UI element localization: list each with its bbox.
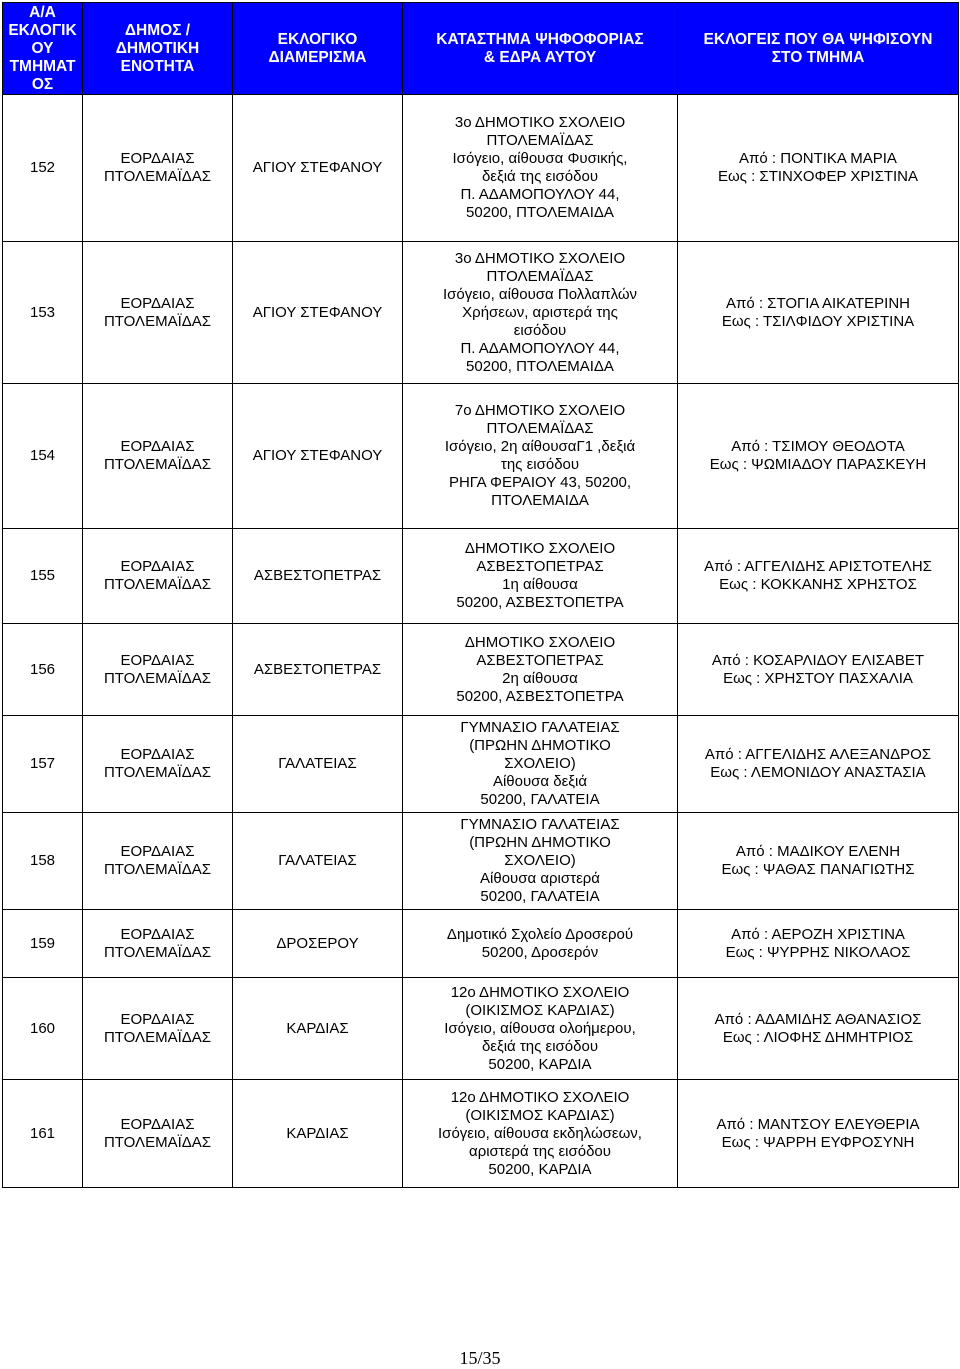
- text-line: ΚΑΤΑΣΤΗΜΑ ΨΗΦΟΦΟΡΙΑΣ: [436, 30, 644, 48]
- municipality-cell: [83, 624, 233, 716]
- text-line: 1η αίθουσα: [502, 576, 578, 593]
- text-line: ΔΙΑΜΕΡΙΣΜΑ: [268, 48, 367, 66]
- municipality-cell: [83, 242, 233, 384]
- text-line: ΕΚΛΟΓΕΙΣ ΠΟΥ ΘΑ ΨΗΦΙΣΟΥΝ: [703, 30, 933, 48]
- polling-station-cell: [403, 529, 678, 624]
- table-body: [3, 95, 959, 1188]
- text-line: ΠΤΟΛΕΜΑΪΔΑΣ: [486, 132, 594, 149]
- page-number: 15/35: [459, 1348, 501, 1368]
- text-line: ΔΗΜΟΤΙΚΟ ΣΧΟΛΕΙΟ: [464, 633, 616, 651]
- section-number-cell: 152: [3, 95, 83, 242]
- text-line: ΠΤΟΛΕΜΑΪΔΑΣ: [486, 267, 594, 285]
- text-line: Εως : ΛΙΟΦΗΣ ΔΗΜΗΤΡΙΟΣ: [722, 1028, 914, 1046]
- header-polling-station: [403, 3, 678, 95]
- section-number-cell: 156: [3, 624, 83, 716]
- text-line: ΕΚΛΟΓΙΚ: [8, 21, 77, 39]
- text-line: ΠΤΟΛΕΜΑΪΔΑΣ: [486, 420, 594, 437]
- table-row: [3, 978, 959, 1080]
- section-number-cell: 157: [3, 716, 83, 813]
- table-row: [3, 95, 959, 242]
- text-line: αριστερά της εισόδου: [469, 1142, 611, 1160]
- municipality-cell: [83, 910, 233, 978]
- voters-range-cell: [678, 95, 959, 242]
- text-line: ΕΝΟΤΗΤΑ: [120, 57, 195, 75]
- text-line: 50200, ΚΑΡΔΙΑ: [488, 1055, 592, 1073]
- text-line: ΕΟΡΔΑΙΑΣ: [120, 1010, 195, 1028]
- municipality-cell: [83, 978, 233, 1080]
- text-line: Ισόγειο, αίθουσα Φυσικής,: [452, 150, 628, 167]
- text-line: 50200, ΑΣΒΕΣΤΟΠΕΤΡΑ: [456, 594, 624, 611]
- text-line: Εως : ΧΡΗΣΤΟΥ ΠΑΣΧΑΛΙΑ: [723, 669, 913, 687]
- text-line: Χρήσεων, αριστερά της: [462, 303, 618, 321]
- text-line: 50200, ΚΑΡΔΙΑ: [488, 1160, 592, 1178]
- text-line: Αίθουσα δεξιά: [492, 773, 588, 790]
- header-voters: [678, 3, 959, 95]
- polling-station-cell: [403, 624, 678, 716]
- text-line: ΤΜΗΜΑΤ: [9, 57, 76, 75]
- voters-range-cell: [678, 910, 959, 978]
- text-line: ΕΟΡΔΑΙΑΣ: [120, 294, 195, 312]
- text-line: ΕΟΡΔΑΙΑΣ: [120, 843, 195, 860]
- text-line: ΠΤΟΛΕΜΑΪΔΑΣ: [103, 764, 212, 781]
- table-row: [3, 716, 959, 813]
- text-line: Εως : ΨΩΜΙΑΔΟΥ ΠΑΡΑΣΚΕΥΗ: [709, 456, 927, 473]
- polling-stations-table: [2, 2, 959, 1188]
- text-line: Εως : ΨΑΘΑΣ ΠΑΝΑΓΙΩΤΗΣ: [721, 861, 915, 878]
- municipality-cell: [83, 813, 233, 910]
- text-line: Ισόγειο, αίθουσα Πολλαπλών: [442, 285, 638, 303]
- text-line: Εως : ΨΑΡΡΗ ΕΥΦΡΟΣΥΝΗ: [721, 1133, 915, 1151]
- text-line: Από : ΑΓΓΕΛΙΔΗΣ ΑΛΕΞΑΝΔΡΟΣ: [704, 746, 932, 763]
- municipality-cell: [83, 1080, 233, 1188]
- text-line: ΕΟΡΔΑΙΑΣ: [120, 558, 195, 575]
- section-number-cell: 161: [3, 1080, 83, 1188]
- district-cell: ΓΑΛΑΤΕΙΑΣ: [233, 716, 403, 813]
- voters-range-cell: [678, 716, 959, 813]
- text-line: Από : ΠΟΝΤΙΚΑ ΜΑΡΙΑ: [739, 150, 897, 167]
- polling-station-cell: [403, 716, 678, 813]
- header-row: [3, 3, 959, 95]
- text-line: ΠΤΟΛΕΜΑΪΔΑΣ: [103, 456, 212, 473]
- text-line: της εισόδου: [500, 456, 580, 473]
- text-line: ΣΧΟΛΕΙΟ): [504, 755, 576, 772]
- municipality-cell: [83, 529, 233, 624]
- text-line: Από : ΚΟΣΑΡΛΙΔΟΥ ΕΛΙΣΑΒΕΤ: [711, 651, 925, 669]
- table-row: [3, 242, 959, 384]
- text-line: εισόδου: [513, 321, 567, 339]
- text-line: 50200, ΑΣΒΕΣΤΟΠΕΤΡΑ: [456, 687, 624, 705]
- polling-station-cell: [403, 910, 678, 978]
- text-line: ΕΟΡΔΑΙΑΣ: [120, 150, 195, 167]
- text-line: Ισόγειο, αίθουσα ολοήμερου,: [444, 1019, 636, 1037]
- text-line: Από : ΜΑΔΙΚΟΥ ΕΛΕΝΗ: [735, 843, 901, 860]
- text-line: ΕΟΡΔΑΙΑΣ: [120, 651, 195, 669]
- text-line: ΣΧΟΛΕΙΟ): [504, 852, 576, 869]
- text-line: ΕΟΡΔΑΙΑΣ: [120, 925, 195, 943]
- text-line: (ΠΡΩΗΝ ΔΗΜΟΤΙΚΟ: [469, 834, 611, 851]
- district-cell: ΑΣΒΕΣΤΟΠΕΤΡΑΣ: [233, 529, 403, 624]
- text-line: 50200, ΓΑΛΑΤΕΙΑ: [480, 888, 600, 905]
- text-line: Από : ΣΤΟΓΙΑ ΑΙΚΑΤΕΡΙΝΗ: [725, 294, 911, 312]
- text-line: ΔΗΜΟΣ /: [124, 21, 191, 39]
- text-line: Εως : ΛΕΜΟΝΙΔΟΥ ΑΝΑΣΤΑΣΙΑ: [710, 764, 926, 781]
- section-number-cell: 154: [3, 384, 83, 529]
- section-number-cell: 153: [3, 242, 83, 384]
- text-line: ΕΚΛΟΓΙΚΟ: [277, 30, 358, 48]
- voters-range-cell: [678, 384, 959, 529]
- text-line: ΕΟΡΔΑΙΑΣ: [120, 1115, 195, 1133]
- text-line: ΠΤΟΛΕΜΑΪΔΑΣ: [103, 943, 212, 961]
- text-line: ΠΤΟΛΕΜΑΙΔΑ: [491, 492, 589, 509]
- polling-station-cell: [403, 95, 678, 242]
- text-line: Από : ΤΣΙΜΟΥ ΘΕΟΔΟΤΑ: [731, 438, 905, 455]
- text-line: Ισόγειο, 2η αίθουσαΓ1 ,δεξιά: [444, 438, 636, 455]
- text-line: Εως : ΨΥΡΡΗΣ ΝΙΚΟΛΑΟΣ: [725, 943, 911, 961]
- municipality-cell: [83, 716, 233, 813]
- text-line: ΠΤΟΛΕΜΑΪΔΑΣ: [103, 861, 212, 878]
- text-line: ΕΟΡΔΑΙΑΣ: [120, 746, 195, 763]
- text-line: ΣΤΟ ΤΜΗΜΑ: [771, 48, 865, 66]
- text-line: ΟΣ: [31, 75, 54, 93]
- text-line: 3ο ΔΗΜΟΤΙΚΟ ΣΧΟΛΕΙΟ: [454, 114, 626, 131]
- text-line: Π. ΑΔΑΜΟΠΟΥΛΟΥ 44,: [460, 339, 620, 357]
- text-line: ΠΤΟΛΕΜΑΪΔΑΣ: [103, 1028, 212, 1046]
- section-number-cell: 159: [3, 910, 83, 978]
- polling-station-cell: [403, 813, 678, 910]
- text-line: ΔΗΜΟΤΙΚΗ: [115, 39, 200, 57]
- municipality-cell: [83, 95, 233, 242]
- text-line: Π. ΑΔΑΜΟΠΟΥΛΟΥ 44,: [460, 186, 620, 203]
- text-line: Από : ΜΑΝΤΣΟΥ ΕΛΕΥΘΕΡΙΑ: [716, 1115, 920, 1133]
- text-line: 7ο ΔΗΜΟΤΙΚΟ ΣΧΟΛΕΙΟ: [454, 402, 626, 419]
- text-line: 12ο ΔΗΜΟΤΙΚΟ ΣΧΟΛΕΙΟ: [450, 983, 630, 1001]
- text-line: (ΟΙΚΙΣΜΟΣ ΚΑΡΔΙΑΣ): [465, 1106, 615, 1124]
- text-line: Εως : ΚΟΚΚΑΝΗΣ ΧΡΗΣΤΟΣ: [719, 576, 917, 593]
- text-line: 50200, ΠΤΟΛΕΜΑΙΔΑ: [466, 357, 614, 375]
- district-cell: ΔΡΟΣΕΡΟΥ: [233, 910, 403, 978]
- header-section-number: [3, 3, 83, 95]
- text-line: ΕΟΡΔΑΙΑΣ: [120, 438, 195, 455]
- section-number-cell: 155: [3, 529, 83, 624]
- text-line: Α/Α: [29, 3, 56, 21]
- text-line: δεξιά της εισόδου: [481, 1037, 599, 1055]
- table-row: [3, 624, 959, 716]
- polling-station-cell: [403, 242, 678, 384]
- text-line: 2η αίθουσα: [502, 669, 578, 687]
- district-cell: ΓΑΛΑΤΕΙΑΣ: [233, 813, 403, 910]
- text-line: 50200, Δροσερόν: [481, 943, 599, 961]
- district-cell: ΚΑΡΔΙΑΣ: [233, 978, 403, 1080]
- text-line: Εως : ΤΣΙΛΦΙΔΟΥ ΧΡΙΣΤΙΝΑ: [721, 312, 915, 330]
- text-line: Αίθουσα αριστερά: [480, 870, 600, 887]
- text-line: Ισόγειο, αίθουσα εκδηλώσεων,: [438, 1124, 642, 1142]
- text-line: Από : ΑΕΡΟΖΗ ΧΡΙΣΤΙΝΑ: [731, 925, 905, 943]
- voters-range-cell: [678, 813, 959, 910]
- text-line: Από : ΑΔΑΜΙΔΗΣ ΑΘΑΝΑΣΙΟΣ: [714, 1010, 922, 1028]
- voters-range-cell: [678, 242, 959, 384]
- text-line: ΟΥ: [31, 39, 54, 57]
- text-line: 50200, ΓΑΛΑΤΕΙΑ: [480, 791, 600, 808]
- text-line: ΠΤΟΛΕΜΑΪΔΑΣ: [103, 168, 212, 185]
- text-line: ΡΗΓΑ ΦΕΡΑΙΟΥ 43, 50200,: [448, 474, 632, 491]
- table-row: [3, 813, 959, 910]
- text-line: (ΟΙΚΙΣΜΟΣ ΚΑΡΔΙΑΣ): [465, 1001, 615, 1019]
- voters-range-cell: [678, 624, 959, 716]
- text-line: ΑΣΒΕΣΤΟΠΕΤΡΑΣ: [476, 651, 604, 669]
- text-line: & ΕΔΡΑ ΑΥΤΟΥ: [483, 48, 597, 66]
- text-line: Δημοτικό Σχολείο Δροσερού: [446, 925, 634, 943]
- text-line: Εως : ΣΤΙΝΧΟΦΕΡ ΧΡΙΣΤΙΝΑ: [717, 168, 919, 185]
- voters-range-cell: [678, 529, 959, 624]
- district-cell: ΑΓΙΟΥ ΣΤΕΦΑΝΟΥ: [233, 242, 403, 384]
- section-number-cell: 158: [3, 813, 83, 910]
- text-line: ΓΥΜΝΑΣΙΟ ΓΑΛΑΤΕΙΑΣ: [460, 719, 620, 736]
- district-cell: ΑΓΙΟΥ ΣΤΕΦΑΝΟΥ: [233, 384, 403, 529]
- text-line: ΠΤΟΛΕΜΑΪΔΑΣ: [103, 1133, 212, 1151]
- table-row: [3, 1080, 959, 1188]
- text-line: (ΠΡΩΗΝ ΔΗΜΟΤΙΚΟ: [469, 737, 611, 754]
- header-municipality: [83, 3, 233, 95]
- text-line: 12ο ΔΗΜΟΤΙΚΟ ΣΧΟΛΕΙΟ: [450, 1088, 630, 1106]
- text-line: ΠΤΟΛΕΜΑΪΔΑΣ: [103, 576, 212, 593]
- district-cell: ΚΑΡΔΙΑΣ: [233, 1080, 403, 1188]
- table-row: [3, 910, 959, 978]
- text-line: 50200, ΠΤΟΛΕΜΑΙΔΑ: [466, 204, 614, 221]
- text-line: ΠΤΟΛΕΜΑΪΔΑΣ: [103, 669, 212, 687]
- text-line: ΠΤΟΛΕΜΑΪΔΑΣ: [103, 312, 212, 330]
- text-line: ΔΗΜΟΤΙΚΟ ΣΧΟΛΕΙΟ: [464, 540, 616, 557]
- text-line: ΑΣΒΕΣΤΟΠΕΤΡΑΣ: [476, 558, 604, 575]
- header-district: [233, 3, 403, 95]
- polling-station-cell: [403, 1080, 678, 1188]
- text-line: Από : ΑΓΓΕΛΙΔΗΣ ΑΡΙΣΤΟΤΕΛΗΣ: [704, 558, 932, 575]
- polling-station-cell: [403, 978, 678, 1080]
- voters-range-cell: [678, 1080, 959, 1188]
- text-line: 3ο ΔΗΜΟΤΙΚΟ ΣΧΟΛΕΙΟ: [454, 249, 626, 267]
- text-line: ΓΥΜΝΑΣΙΟ ΓΑΛΑΤΕΙΑΣ: [460, 816, 620, 833]
- section-number-cell: 160: [3, 978, 83, 1080]
- municipality-cell: [83, 384, 233, 529]
- table-row: [3, 384, 959, 529]
- text-line: δεξιά της εισόδου: [481, 168, 599, 185]
- voters-range-cell: [678, 978, 959, 1080]
- district-cell: ΑΣΒΕΣΤΟΠΕΤΡΑΣ: [233, 624, 403, 716]
- table-row: [3, 529, 959, 624]
- district-cell: ΑΓΙΟΥ ΣΤΕΦΑΝΟΥ: [233, 95, 403, 242]
- polling-station-cell: [403, 384, 678, 529]
